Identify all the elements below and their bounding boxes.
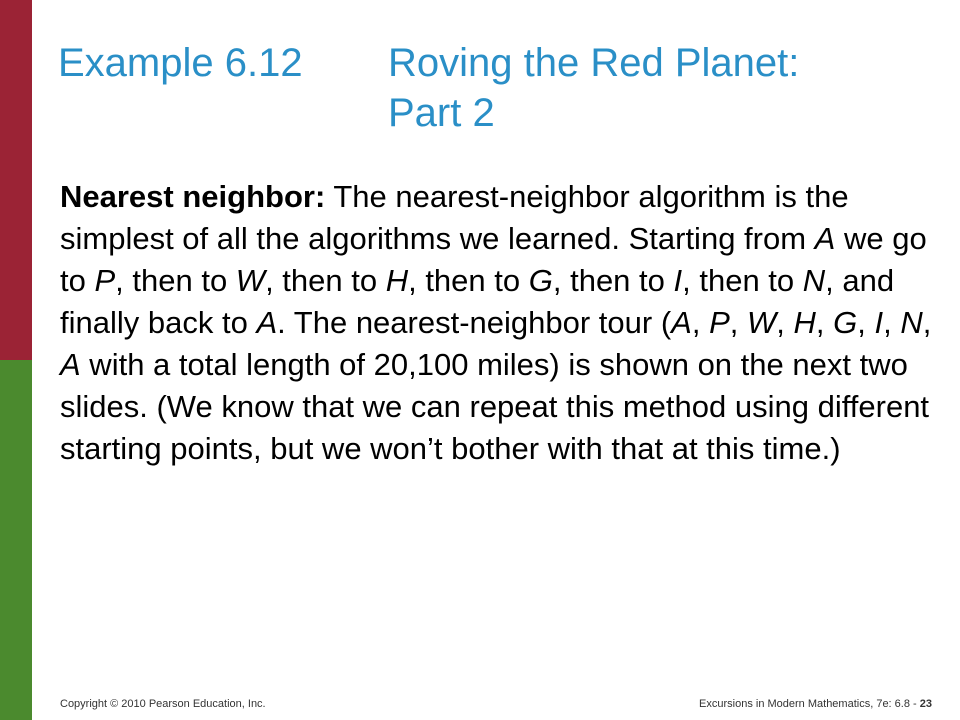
body-text-span: , then to bbox=[265, 263, 386, 298]
body-text-span: . The nearest-neighbor tour ( bbox=[277, 305, 672, 340]
body-text-span: , and finally back to bbox=[60, 263, 895, 340]
footer-book-title: Excursions in Modern Mathematics, 7e: 6.8 - bbox=[699, 698, 920, 710]
tour-vertex: W bbox=[747, 305, 777, 340]
footer-page-number: 23 bbox=[919, 698, 932, 710]
vertex-label: H bbox=[385, 263, 409, 298]
body-text-span: we go to bbox=[60, 221, 927, 298]
tour-vertex: A bbox=[60, 347, 81, 382]
body-text-span: with a total length of 20,100 miles) is shown on the next two slides. (We know that we can repeat this method using different starting points, but we won’t bother with that at this time.) bbox=[60, 347, 930, 466]
body-text-span: , then to bbox=[552, 263, 674, 298]
title-example-number: Example 6.12 bbox=[58, 41, 303, 85]
slide-body-text: Nearest neighbor: The nearest-neighbor algorithm is the simplest of all the algorithms we learned. Starting from A we go to P, then to W, then to H, then to G, then to I, then to N, and finally back to A. The nearest-neighbor tour (A, P, W, H, G, I, N, A with a total length of 20,100 miles) is shown on the next two slides. (We know that we can repeat this method using different starting points, but we won’t bother with that at this time.) bbox=[60, 179, 932, 466]
footer-copyright: Copyright © 2010 Pearson Education, Inc. bbox=[60, 698, 266, 710]
vertex-label: A bbox=[814, 221, 836, 256]
body-text-span: The nearest-neighbor algorithm is the simplest of all the algorithms we learned. Starting from bbox=[60, 179, 849, 256]
title-main bbox=[388, 38, 938, 138]
slide-title bbox=[58, 38, 938, 138]
side-accent-bar-red bbox=[0, 0, 32, 360]
body-text-span: , then to bbox=[408, 263, 529, 298]
body-text-span: , then to bbox=[115, 263, 236, 298]
body-lead: Nearest neighbor: bbox=[60, 179, 326, 214]
vertex-label: I bbox=[673, 263, 683, 298]
title-line-1: Roving the Red Planet: bbox=[388, 41, 800, 85]
vertex-label: G bbox=[528, 263, 553, 298]
tour-vertex: P bbox=[709, 305, 730, 340]
vertex-label: A bbox=[256, 305, 278, 340]
vertex-label: W bbox=[235, 263, 266, 298]
tour-vertex: G bbox=[833, 305, 858, 340]
tour-vertex: I bbox=[874, 305, 884, 340]
body-text-span: , then to bbox=[682, 263, 803, 298]
tour-vertex: A bbox=[671, 305, 692, 340]
footer-book-reference bbox=[699, 698, 932, 710]
tour-vertex: H bbox=[793, 305, 816, 340]
side-accent-bar-green bbox=[0, 360, 32, 720]
vertex-label: P bbox=[94, 263, 116, 298]
vertex-label: N bbox=[802, 263, 826, 298]
title-line-2: Part 2 bbox=[388, 91, 495, 135]
tour-vertex: N bbox=[900, 305, 923, 340]
